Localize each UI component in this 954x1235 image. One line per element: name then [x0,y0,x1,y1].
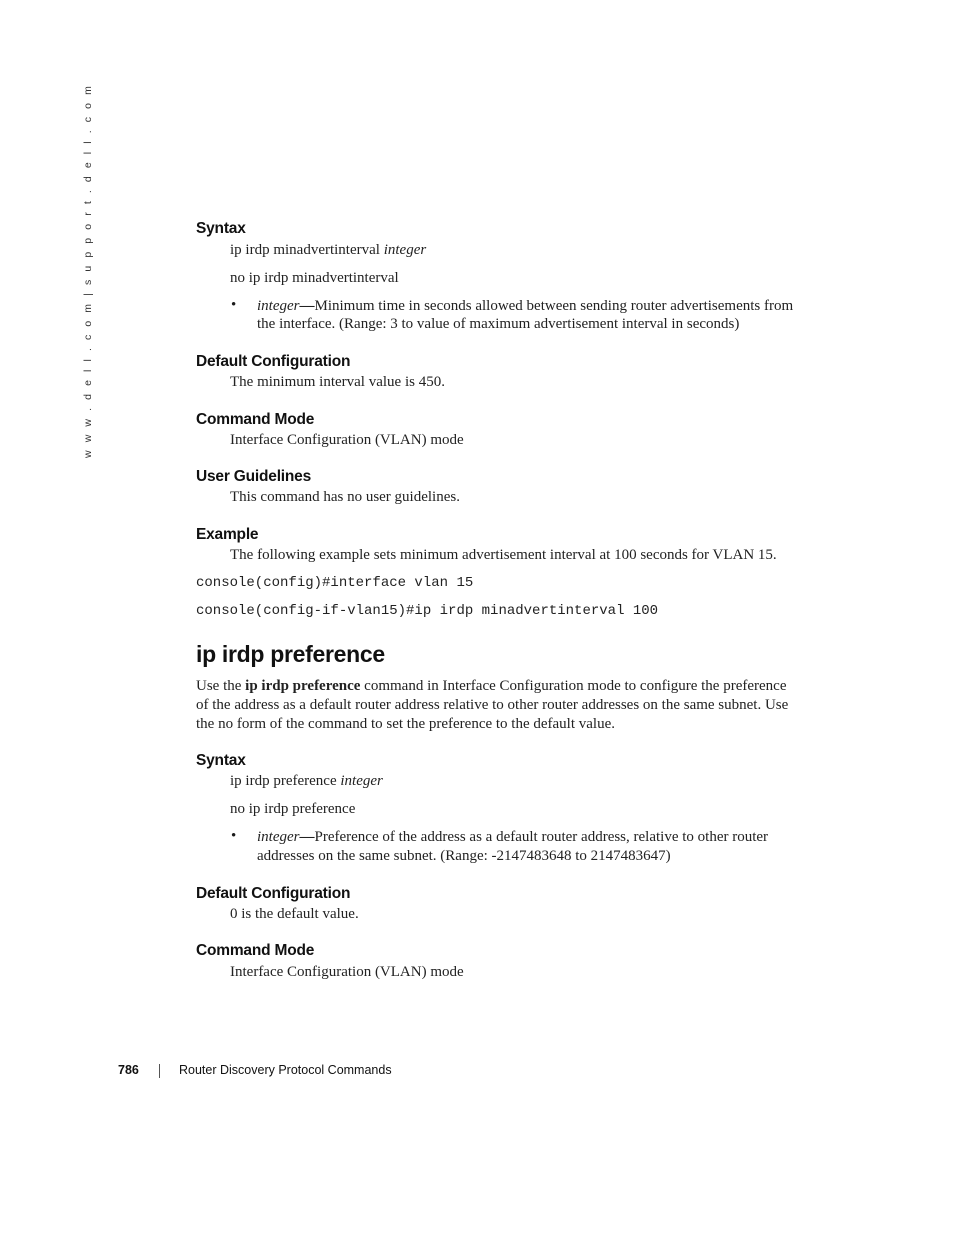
parameter-name: integer [257,829,300,845]
command-mode-text: Interface Configuration (VLAN) mode [230,432,464,448]
command-mode-heading: Command Mode [196,942,315,959]
parameter-text-line2: the interface. (Range: 3 to value of maximum advertisement interval in seconds) [257,316,740,332]
default-config-heading: Default Configuration [196,353,351,370]
default-config-heading: Default Configuration [196,885,351,902]
parameter-text-line1: Minimum time in seconds allowed between sending router advertisements from [314,298,794,314]
user-guidelines-heading: User Guidelines [196,468,312,485]
command-mode-heading: Command Mode [196,411,315,428]
intro-suffix: command in Interface Configuration mode to configure the preference [360,678,787,694]
parameter-description [257,297,793,316]
side-url: w w w . d e l l . c o m | s u p p o r t . d e l l . c o m [82,83,94,458]
parameter-description [257,828,768,847]
syntax-line [230,772,383,791]
em-dash: — [299,298,315,314]
command-title: ip irdp preference [196,641,385,667]
code-line: console(config)#interface vlan 15 [196,575,474,591]
intro-command: ip irdp preference [245,678,361,694]
syntax-line [230,241,426,260]
footer-separator [159,1064,160,1078]
syntax-heading: Syntax [196,220,246,237]
page-number: 786 [118,1063,139,1077]
intro-prefix: Use the [196,678,246,694]
syntax-no-form: no ip irdp minadvertinterval [230,270,399,286]
code-line: console(config-if-vlan15)#ip irdp minadvertinterval 100 [196,603,659,619]
example-text: The following example sets minimum advertisement interval at 100 seconds for VLAN 15. [230,547,777,563]
syntax-heading: Syntax [196,752,246,769]
syntax-command: ip irdp preference [230,773,337,789]
syntax-argument: integer [340,773,383,789]
intro-line3: the no form of the command to set the preference to the default value. [196,716,616,732]
parameter-text-line1: Preference of the address as a default router address, relative to other router [314,829,769,845]
parameter-text-line2: addresses on the same subnet. (Range: -2147483648 to 2147483647) [257,848,671,864]
intro-line2: of the address as a default router address relative to other router addresses on the same subnet. Use [196,697,789,713]
default-config-text: The minimum interval value is 450. [230,374,445,390]
em-dash: — [299,829,315,845]
intro-line1 [196,677,787,696]
command-mode-text: Interface Configuration (VLAN) mode [230,964,464,980]
bullet-marker: • [231,828,237,844]
syntax-command: ip irdp minadvertinterval [230,242,380,258]
user-guidelines-text: This command has no user guidelines. [230,489,460,505]
bullet-marker: • [231,297,237,313]
syntax-argument: integer [383,242,427,258]
parameter-name: integer [257,298,300,314]
example-heading: Example [196,526,259,543]
default-config-text: 0 is the default value. [230,906,359,922]
chapter-title: Router Discovery Protocol Commands [179,1063,392,1077]
syntax-no-form: no ip irdp preference [230,801,356,817]
